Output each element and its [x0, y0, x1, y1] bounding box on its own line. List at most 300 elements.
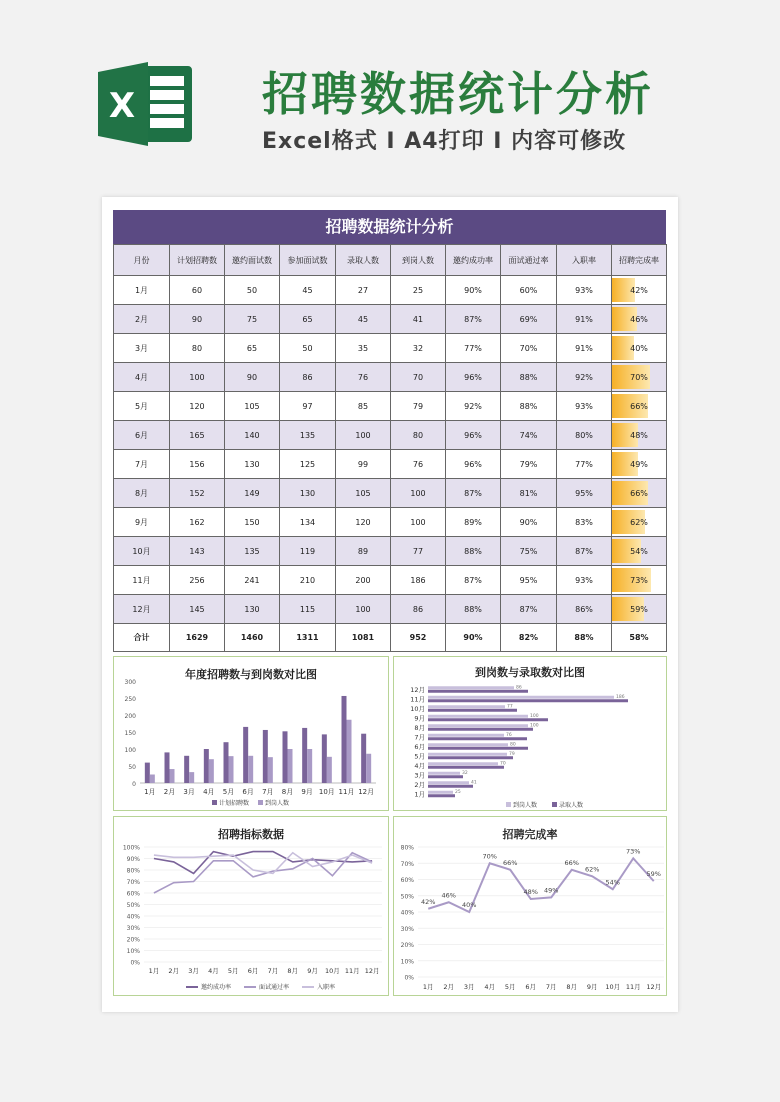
table-cell: 241: [225, 566, 280, 595]
table-cell: 50: [225, 276, 280, 305]
x-tick-label: 2月: [443, 983, 455, 991]
y-tick-label: 90%: [126, 856, 140, 863]
cell-value: 66%: [630, 401, 648, 411]
table-header-row: [114, 245, 667, 276]
data-label: 76: [506, 732, 512, 738]
page-title: 招聘数据统计分析: [262, 67, 654, 121]
y-tick-label: 10%: [126, 948, 140, 955]
table-cell: 100: [336, 595, 391, 624]
table-cell: 1629: [170, 624, 225, 652]
table-cell: 88%: [501, 363, 557, 392]
table-cell: 95%: [501, 566, 557, 595]
table-cell: 76: [391, 450, 446, 479]
table-cell: 95%: [557, 479, 612, 508]
table-cell: 4月: [114, 363, 170, 392]
x-tick-label: 10月: [605, 983, 621, 991]
table-cell: 90%: [446, 276, 501, 305]
bar: [209, 759, 214, 783]
data-label: 186: [616, 694, 625, 700]
table-cell: 92%: [557, 363, 612, 392]
table-cell: 41: [391, 305, 446, 334]
column-header: 面试通过率: [501, 245, 557, 276]
x-tick-label: 2月: [163, 788, 176, 796]
table-cell: 186: [391, 566, 446, 595]
table-cell: 134: [280, 508, 336, 537]
data-label: 70: [500, 761, 506, 767]
data-label: 40%: [462, 901, 477, 909]
table-row: [114, 276, 667, 305]
y-tick-label: 8月: [414, 723, 425, 732]
table-cell: 165: [170, 421, 225, 450]
column-header: 录取人数: [336, 245, 391, 276]
table-cell: 87%: [557, 537, 612, 566]
legend-label: 入职率: [317, 984, 336, 991]
cell-value: 73%: [630, 575, 648, 585]
y-tick-label: 12月: [410, 685, 425, 694]
table-cell: 86%: [557, 595, 612, 624]
y-tick-label: 50%: [400, 893, 414, 901]
table-cell: 74%: [501, 421, 557, 450]
x-tick-label: 12月: [358, 788, 375, 796]
bar: [428, 734, 504, 737]
data-label: 100: [530, 723, 539, 729]
y-tick-label: 300: [124, 679, 136, 686]
table-cell: 25: [391, 276, 446, 305]
cell-value: 46%: [630, 314, 648, 324]
table-title: 招聘数据统计分析: [113, 210, 666, 244]
bar: [307, 749, 312, 783]
bar: [184, 756, 189, 783]
bar: [347, 720, 352, 783]
x-tick-label: 3月: [188, 967, 199, 975]
bar: [165, 752, 170, 783]
table-cell: 86: [391, 595, 446, 624]
bar: [428, 709, 517, 712]
table-cell: 70%: [501, 334, 557, 363]
table-cell: 35: [336, 334, 391, 363]
y-tick-label: 100%: [122, 844, 140, 852]
excel-logo-icon: [98, 58, 196, 148]
bar: [428, 743, 508, 746]
completion-cell: [612, 363, 667, 392]
y-tick-label: 10%: [400, 958, 414, 966]
table-cell: 65: [225, 334, 280, 363]
bar: [428, 794, 455, 797]
bar: [248, 756, 253, 783]
cell-value: 49%: [630, 459, 648, 469]
bar-chart-annual: [114, 657, 390, 812]
table-cell: 2月: [114, 305, 170, 334]
x-tick-label: 7月: [545, 983, 557, 991]
bar: [428, 781, 469, 784]
bar: [283, 731, 288, 783]
cell-value: 48%: [630, 430, 648, 440]
table-cell: 75%: [501, 537, 557, 566]
table-cell: 91%: [557, 305, 612, 334]
table-cell: 90%: [446, 624, 501, 652]
table-cell: 130: [225, 450, 280, 479]
data-label: 46%: [441, 891, 456, 900]
completion-cell: [612, 508, 667, 537]
bar: [428, 775, 463, 778]
table-cell: 9月: [114, 508, 170, 537]
y-tick-label: 70%: [400, 860, 414, 868]
table-cell: 90: [225, 363, 280, 392]
total-row: [114, 624, 667, 652]
cell-value: 59%: [630, 604, 648, 614]
table-row: [114, 508, 667, 537]
table-cell: 87%: [446, 479, 501, 508]
table-cell: 50: [280, 334, 336, 363]
bar: [361, 734, 366, 783]
data-label: 59%: [646, 870, 661, 879]
bar: [428, 747, 528, 750]
table-cell: 156: [170, 450, 225, 479]
x-tick-label: 10月: [318, 788, 335, 796]
x-tick-label: 6月: [247, 967, 259, 975]
completion-cell: [612, 479, 667, 508]
table-cell: 45: [280, 276, 336, 305]
y-tick-label: 200: [124, 713, 136, 720]
legend-label: 邀约成功率: [201, 984, 232, 991]
data-label: 66%: [564, 858, 579, 867]
column-header: 月份: [114, 245, 170, 276]
table-cell: 77%: [557, 450, 612, 479]
table-cell: 70: [391, 363, 446, 392]
table-cell: 88%: [501, 392, 557, 421]
column-header: 参加面试数: [280, 245, 336, 276]
column-header: 邀约面试数: [225, 245, 280, 276]
bar: [229, 756, 234, 783]
cell-value: 70%: [630, 372, 648, 382]
table-row: [114, 450, 667, 479]
table-cell: 93%: [557, 566, 612, 595]
completion-cell: [612, 276, 667, 305]
table-cell: 87%: [501, 595, 557, 624]
hbar-chart-onboard: [394, 657, 668, 812]
table-cell: 105: [336, 479, 391, 508]
bar: [145, 763, 150, 783]
y-tick-label: 6月: [414, 742, 425, 751]
table-cell: 88%: [557, 624, 612, 652]
table-cell: 130: [280, 479, 336, 508]
table-cell: 115: [280, 595, 336, 624]
y-tick-label: 50%: [126, 902, 140, 909]
data-label: 62%: [585, 865, 600, 874]
table-cell: 5月: [114, 392, 170, 421]
data-label: 70%: [482, 852, 497, 861]
cell-value: 42%: [630, 285, 648, 295]
data-label: 77: [507, 704, 513, 710]
y-tick-label: 20%: [126, 936, 140, 944]
table-cell: 76: [336, 363, 391, 392]
table-row: [114, 305, 667, 334]
data-table: [113, 244, 667, 652]
y-tick-label: 4月: [414, 761, 425, 770]
table-cell: 256: [170, 566, 225, 595]
table-cell: 90%: [501, 508, 557, 537]
table-cell: 93%: [557, 276, 612, 305]
bar: [150, 775, 155, 784]
table-row: [114, 566, 667, 595]
legend-label: 到岗人数: [513, 802, 538, 809]
y-tick-label: 70%: [126, 879, 140, 886]
bar: [268, 757, 273, 783]
x-tick-label: 8月: [566, 983, 578, 991]
bar: [428, 696, 614, 699]
table-row: [114, 392, 667, 421]
table-cell: 60: [170, 276, 225, 305]
table-cell: 69%: [501, 305, 557, 334]
y-tick-label: 80%: [400, 844, 414, 852]
completion-cell: [612, 566, 667, 595]
x-tick-label: 9月: [301, 788, 313, 796]
table-cell: 135: [225, 537, 280, 566]
y-tick-label: 11月: [410, 695, 425, 704]
table-cell: 11月: [114, 566, 170, 595]
table-cell: 65: [280, 305, 336, 334]
completion-cell: [612, 305, 667, 334]
data-label: 80: [510, 742, 516, 748]
x-tick-label: 10月: [325, 967, 340, 975]
x-tick-label: 8月: [287, 967, 299, 975]
legend-swatch: [212, 800, 217, 805]
table-cell: 6月: [114, 421, 170, 450]
y-tick-label: 5月: [414, 752, 425, 761]
cell-value: 40%: [630, 343, 648, 353]
chart-title: 招聘完成率: [502, 828, 558, 841]
bar: [342, 696, 347, 783]
x-tick-label: 7月: [262, 788, 274, 796]
bar: [302, 728, 307, 783]
table-row: [114, 334, 667, 363]
table-cell: 58%: [612, 624, 667, 652]
bar: [204, 749, 209, 783]
x-tick-label: 11月: [625, 983, 641, 991]
x-tick-label: 11月: [338, 788, 355, 796]
table-cell: 85: [336, 392, 391, 421]
table-cell: 90: [170, 305, 225, 334]
x-tick-label: 6月: [242, 788, 254, 796]
y-tick-label: 30%: [400, 925, 414, 933]
y-tick-label: 0: [132, 781, 136, 788]
bar: [428, 699, 628, 702]
y-tick-label: 30%: [126, 925, 140, 932]
x-tick-label: 1月: [144, 788, 156, 796]
data-label: 79: [509, 751, 515, 757]
cell-value: 54%: [630, 546, 648, 556]
y-tick-label: 80%: [126, 867, 140, 875]
table-cell: 86: [280, 363, 336, 392]
table-cell: 952: [391, 624, 446, 652]
completion-cell: [612, 421, 667, 450]
x-tick-label: 4月: [203, 788, 215, 796]
y-tick-label: 7月: [414, 733, 425, 742]
table-cell: 81%: [501, 479, 557, 508]
table-cell: 125: [280, 450, 336, 479]
table-cell: 96%: [446, 363, 501, 392]
table-cell: 88%: [446, 595, 501, 624]
table-cell: 79: [391, 392, 446, 421]
bar: [170, 769, 175, 783]
table-row: [114, 537, 667, 566]
table-row: [114, 595, 667, 624]
table-cell: 97: [280, 392, 336, 421]
column-header: 入职率: [557, 245, 612, 276]
chart-title: 到岗数与录取数对比图: [475, 666, 585, 679]
table-cell: 77: [391, 537, 446, 566]
table-cell: 8月: [114, 479, 170, 508]
y-tick-label: 20%: [400, 942, 414, 949]
table-cell: 143: [170, 537, 225, 566]
table-row: [114, 363, 667, 392]
cell-value: 66%: [630, 488, 648, 498]
data-label: 66%: [503, 858, 518, 867]
chart-panel-annual: [113, 656, 389, 811]
column-header: 邀约成功率: [446, 245, 501, 276]
x-tick-label: 5月: [222, 788, 235, 796]
table-cell: 1081: [336, 624, 391, 652]
legend-label: 面试通过率: [259, 984, 290, 991]
legend-swatch: [506, 802, 511, 807]
x-tick-label: 9月: [586, 983, 598, 991]
completion-cell: [612, 450, 667, 479]
table-cell: 96%: [446, 421, 501, 450]
table-cell: 3月: [114, 334, 170, 363]
table-cell: 10月: [114, 537, 170, 566]
y-tick-label: 9月: [414, 714, 425, 723]
y-tick-label: 0%: [130, 959, 140, 967]
table-cell: 120: [170, 392, 225, 421]
x-tick-label: 7月: [267, 967, 279, 975]
table-cell: 100: [391, 508, 446, 537]
table-row: [114, 421, 667, 450]
line-chart-metrics: [114, 817, 390, 997]
table-cell: 152: [170, 479, 225, 508]
y-tick-label: 40%: [126, 913, 140, 921]
table-cell: 100: [336, 421, 391, 450]
completion-cell: [612, 595, 667, 624]
data-label: 54%: [605, 878, 620, 887]
table-cell: 92%: [446, 392, 501, 421]
table-cell: 1311: [280, 624, 336, 652]
bar: [428, 762, 498, 765]
data-label: 42%: [421, 897, 436, 906]
table-cell: 150: [225, 508, 280, 537]
table-cell: 77%: [446, 334, 501, 363]
data-label: 73%: [626, 847, 641, 856]
data-label: 41: [471, 780, 477, 786]
table-cell: 120: [336, 508, 391, 537]
y-tick-label: 150: [124, 730, 136, 737]
bar: [428, 766, 504, 769]
bar: [428, 756, 513, 759]
table-cell: 80%: [557, 421, 612, 450]
y-tick-label: 2月: [414, 780, 425, 789]
svg-text:X: X: [108, 86, 136, 126]
table-cell: 93%: [557, 392, 612, 421]
table-cell: 1460: [225, 624, 280, 652]
table-cell: 合计: [114, 624, 170, 652]
x-tick-label: 5月: [504, 983, 516, 991]
legend-label: 录取人数: [559, 802, 584, 809]
table-cell: 89: [336, 537, 391, 566]
x-tick-label: 9月: [307, 967, 318, 975]
table-cell: 87%: [446, 305, 501, 334]
table-cell: 149: [225, 479, 280, 508]
table-cell: 1月: [114, 276, 170, 305]
bar: [428, 753, 507, 756]
column-header: 到岗人数: [391, 245, 446, 276]
table-cell: 99: [336, 450, 391, 479]
table-cell: 162: [170, 508, 225, 537]
y-tick-label: 40%: [400, 909, 414, 917]
completion-cell: [612, 537, 667, 566]
table-cell: 45: [336, 305, 391, 334]
bar: [428, 715, 528, 718]
x-tick-label: 3月: [183, 788, 195, 796]
x-tick-label: 5月: [227, 967, 239, 975]
x-tick-label: 1月: [422, 983, 434, 991]
table-cell: 32: [391, 334, 446, 363]
x-tick-label: 4月: [208, 967, 219, 975]
x-tick-label: 1月: [148, 967, 160, 975]
x-tick-label: 3月: [463, 983, 475, 991]
completion-cell: [612, 392, 667, 421]
bar: [322, 734, 327, 783]
data-label: 100: [530, 713, 539, 719]
legend-swatch: [552, 802, 557, 807]
table-cell: 27: [336, 276, 391, 305]
data-label: 25: [455, 789, 461, 795]
table-cell: 89%: [446, 508, 501, 537]
table-cell: 91%: [557, 334, 612, 363]
table-cell: 119: [280, 537, 336, 566]
completion-cell: [612, 334, 667, 363]
x-tick-label: 4月: [484, 983, 496, 991]
x-tick-label: 8月: [281, 788, 294, 796]
table-cell: 79%: [501, 450, 557, 479]
bar: [428, 690, 528, 693]
chart-panel-onboard: [393, 656, 667, 811]
table-cell: 100: [170, 363, 225, 392]
y-tick-label: 250: [124, 696, 136, 703]
chart-title: 年度招聘数与到岗数对比图: [185, 668, 317, 681]
data-label: 48%: [523, 888, 538, 896]
table-cell: 130: [225, 595, 280, 624]
table-cell: 200: [336, 566, 391, 595]
table-cell: 12月: [114, 595, 170, 624]
bar: [263, 730, 268, 783]
table-cell: 87%: [446, 566, 501, 595]
bar: [428, 728, 533, 731]
bar: [428, 705, 505, 708]
chart-panel-metrics: [113, 816, 389, 996]
table-cell: 80: [170, 334, 225, 363]
x-tick-label: 12月: [364, 967, 380, 975]
bar: [428, 737, 527, 740]
x-tick-label: 11月: [344, 967, 360, 975]
y-tick-label: 100: [124, 747, 136, 754]
table-cell: 96%: [446, 450, 501, 479]
table-cell: 88%: [446, 537, 501, 566]
column-header: 招聘完成率: [612, 245, 667, 276]
table-cell: 145: [170, 595, 225, 624]
legend-label: 到岗人数: [265, 800, 290, 807]
bar: [428, 772, 460, 775]
table-cell: 105: [225, 392, 280, 421]
bar: [428, 718, 548, 721]
